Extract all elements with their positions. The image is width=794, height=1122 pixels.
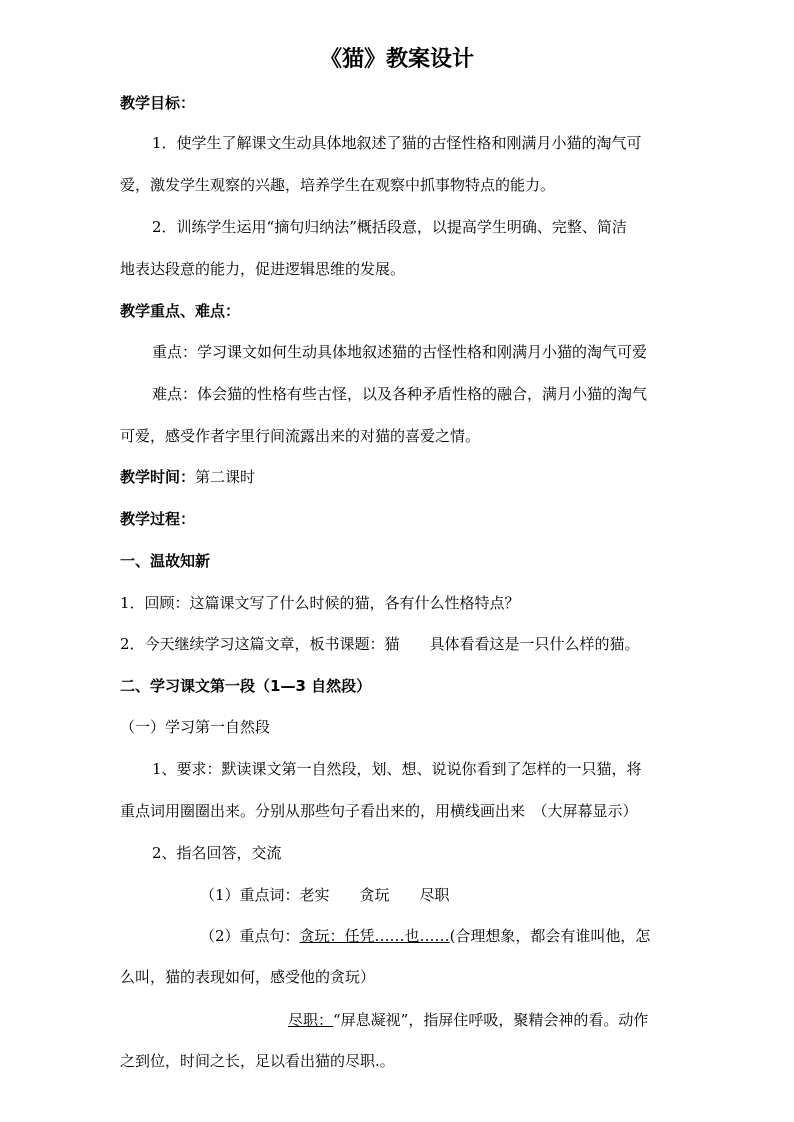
- key-sentence-line-1: [200, 925, 650, 947]
- section-1-item-2: 2．今天继续学习这篇文章，板书课题：猫 具体看看这是一只什么样的猫。: [120, 635, 640, 653]
- duty-label-underlined: 尽职：: [288, 1011, 334, 1029]
- duty-line-2: 之到位，时间之长，足以看出猫的尽职.。: [120, 1052, 395, 1070]
- answer-item: 2、指名回答，交流: [152, 844, 282, 862]
- objective-2-line-1: 2．训练学生运用“摘句归纳法”概括段意，以提高学生明确、完整、简洁: [152, 218, 627, 236]
- duty-explanation: “屏息凝视”，指屏住呼吸，聚精会神的看。动作: [333, 1011, 649, 1029]
- section-1-heading: 一、温故知新: [120, 552, 211, 570]
- subsection-1-heading: （一）学习第一自然段: [120, 718, 271, 736]
- key-sentence-line-2: 么叫，猫的表现如何，感受他的贪玩）: [120, 968, 376, 986]
- difficulty-line-2: 可爱，感受作者字里行间流露出来的对猫的喜爱之情。: [120, 427, 481, 445]
- teaching-time-value: 第二课时: [195, 468, 256, 486]
- section-1-item-1: 1．回顾：这篇课文写了什么时候的猫，各有什么性格特点？: [120, 594, 520, 612]
- objective-2-line-2: 地表达段意的能力，促进逻辑思维的发展。: [120, 260, 406, 278]
- objective-1-line-2: 爱，激发学生观察的兴趣，培养学生在观察中抓事物特点的能力。: [120, 176, 556, 194]
- section-2-heading: 二、学习课文第一段（1—3 自然段）: [120, 677, 372, 695]
- key-points-heading: 教学重点、难点：: [120, 302, 241, 320]
- teaching-time-label: 教学时间：: [120, 468, 196, 486]
- page-title: 《猫》教案设计: [319, 47, 474, 72]
- key-sentence-underlined: 贪玩：任凭……也……: [299, 927, 450, 945]
- key-sentence-note: (合理想象，都会有谁叫他，怎: [449, 927, 651, 945]
- key-sentence-prefix: （2）重点句：: [200, 927, 300, 945]
- difficulty-line-1: 难点：体会猫的性格有些古怪，以及各种矛盾性格的融合，满月小猫的淘气: [152, 385, 648, 403]
- process-heading: 教学过程：: [120, 510, 196, 528]
- requirement-line-1: 1、要求：默读课文第一自然段，划、想、说说你看到了怎样的一只猫，将: [152, 760, 642, 778]
- objective-1-line-1: 1．使学生了解课文生动具体地叙述了猫的古怪性格和刚满月小猫的淘气可: [152, 134, 642, 152]
- focus-point: 重点：学习课文如何生动具体地叙述猫的古怪性格和刚满月小猫的淘气可爱: [152, 343, 648, 361]
- teaching-time: [120, 466, 255, 488]
- objectives-heading: 教学目标：: [120, 94, 196, 112]
- key-words: （1）重点词：老实 贪玩 尽职: [200, 886, 450, 904]
- requirement-line-2: 重点词用圈圈出来。分别从那些句子看出来的，用横线画出来 （大屏幕显示）: [120, 802, 638, 820]
- duty-line-1: [288, 1009, 648, 1031]
